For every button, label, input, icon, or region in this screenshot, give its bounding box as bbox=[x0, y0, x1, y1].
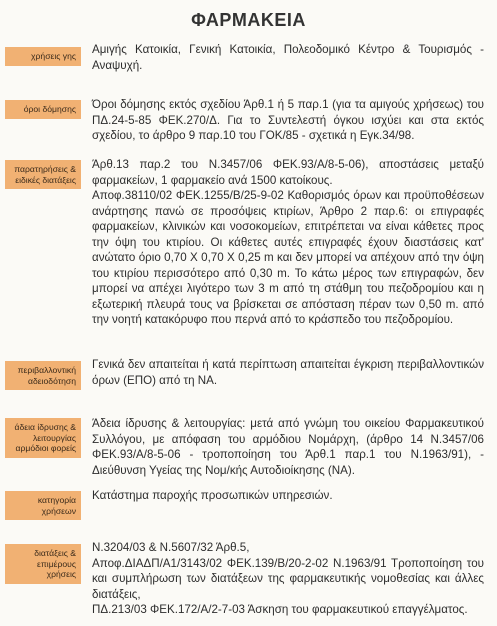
section-label: άδεια ίδρυσης & λειτουργίας αρμόδιοι φορείς bbox=[5, 418, 81, 458]
section-text bbox=[92, 97, 484, 144]
section-label: κατηγορία χρήσεων bbox=[5, 491, 81, 520]
section-text bbox=[92, 357, 484, 388]
paragraph: Άδεια ίδρυσης & λειτουργίας: μετά από γνώμη του οικείου Φαρμακευτικού Συλλόγου, με απόφαση του αρμόδιου Νομάρχη, (άρθρο 14 Ν.3457/06 ΦΕΚ.93/Α/8-5-06 - τροποποίηση του Άρθ.1 παρ.1 του Ν.1963/91), - Διεύθυνση Υγείας της Νομ/κής Αυτοδιοίκησης (ΝΑ). bbox=[92, 417, 484, 477]
section-label: όροι δόμησης bbox=[5, 100, 81, 119]
section-text bbox=[92, 488, 484, 504]
section-label: χρήσεις γης bbox=[5, 47, 81, 66]
paragraph: Γενικά δεν απαιτείται ή κατά περίπτωση απαιτείται έγκριση περιβαλλοντικών όρων (ΕΠΟ) από τη ΝΑ. bbox=[92, 358, 484, 387]
paragraph: Κατάστημα παροχής προσωπικών υπηρεσιών. bbox=[92, 489, 333, 502]
section-text bbox=[92, 540, 484, 618]
paragraph: ΠΔ.213/03 ΦΕΚ.172/Α/2-7-03 Άσκηση του φαρμακευτικού επαγγέλματος. bbox=[92, 603, 468, 616]
section-label: παρατηρήσεις & ειδικές διατάξεις bbox=[5, 160, 81, 189]
section-text bbox=[92, 157, 484, 328]
paragraph: Άρθ.13 παρ.2 του Ν.3457/06 ΦΕΚ.93/Α/8-5-06), αποστάσεις μεταξύ φαρμακείων, 1 φαρμακείο ανά 1500 κατοίκους. bbox=[92, 158, 484, 187]
section-label: περιβαλλοντική αδειοδότηση bbox=[5, 361, 81, 390]
page-title: ΦΑΡΜΑΚΕΙΑ bbox=[191, 10, 306, 30]
section-label: διατάξεις & επιμέρους χρήσεις bbox=[5, 544, 81, 584]
paragraph: Ν.3204/03 & Ν.5607/32 Άρθ.5, bbox=[92, 541, 250, 554]
paragraph: Όροι δόμησης εκτός σχεδίου Άρθ.1 ή 5 παρ.1 (για τα αμιγούς χρήσεως) του ΠΔ.24-5-85 ΦΕΚ.270/Δ. Για το Συντελεστή όγκου ισχύει και στα εκτός σχεδίου, το άρθρο 9 παρ.10 του ΓΟΚ/85 - σχετικά η Εγκ.34/98. bbox=[92, 98, 484, 142]
section-text bbox=[92, 42, 484, 73]
section-text bbox=[92, 416, 484, 478]
paragraph: Αποφ.ΔΙΑΔΠ/Α1/3143/02 ΦΕΚ.139/Β/20-2-02 Ν.1963/91 Τροποποίηση του και συμπλήρωση των διατάξεων της φαρμακευτικής νομοθεσίας και άλλες διατάξεις, bbox=[92, 556, 484, 601]
paragraph: Αποφ.38110/02 ΦΕΚ.1255/Β/25-9-02 Καθορισμός όρων και προϋποθέσεων ανάρτησης πανώ σε προσόψεις κτιρίων, Άρθρο 2 παρ.6: οι επιγραφές φαρμακείων, κλινικών και νοσοκομείων, επιτρέπεται να είναι κάθετες προς την όψη του κτιρίου. Οι κάθετες αυτές επιγραφές έχουν διαστάσεις κατ' ανώτατο όριο 0,70 Χ 0,70 Χ 0,25 m και δεν μπορεί να απέχουν από την όψη του κτιρίου περισσότερο από 0,30 m. Το κάτω μέρος των επιγραφών, δεν μπορεί να απέχει λιγότερο των 3 m από τη στάθμη του πεζοδρομίου και η εξωτερική πλευρά τους να βρίσκεται σε απόσταση πέραν των 0,50 m. από την νοητή κατακόρυφο που περνά από το κράσπεδο του πεζοδρομίου. bbox=[92, 189, 484, 326]
paragraph: Αμιγής Κατοικία, Γενική Κατοικία, Πολεοδομικό Κέντρο & Τουρισμός - Αναψυχή. bbox=[92, 43, 484, 72]
